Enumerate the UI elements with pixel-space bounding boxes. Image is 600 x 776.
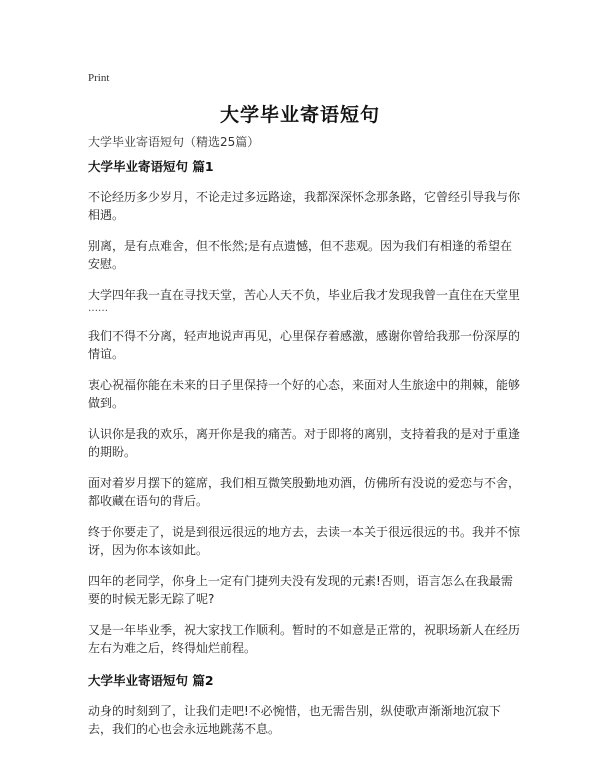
ellipsis: …… — [88, 303, 108, 314]
paragraph: 终于你要走了，说是到很远很远的地方去，去读一本关于很远很远的书。我并不惊讶，因为你本该如此。 — [88, 525, 521, 557]
article-body — [88, 158, 520, 751]
paragraph: 不论经历多少岁月，不论走过多远路途，我都深深怀念那条路，它曾经引导我与你相遇。 — [88, 190, 521, 222]
paragraph: 我们不得不分离，轻声地说声再见，心里保存着感激，感谢你曾给我那一份深厚的情谊。 — [88, 329, 521, 361]
paragraph: 动身的时刻到了，让我们走吧!不必惋惜，也无需告别，纵使歌声渐渐地沉寂下去，我们的心也会永远地跳荡不息。 — [88, 704, 501, 736]
section-heading-1: 大学毕业寄语短句 篇1 — [88, 159, 214, 174]
paragraph: 衷心祝福你能在未来的日子里保持一个好的心态，来面对人生旅途中的荆棘，能够做到。 — [88, 378, 521, 410]
paragraph: 别离，是有点难舍，但不怅然;是有点遗憾，但不悲观。因为我们有相逢的希望在安慰。 — [88, 239, 513, 271]
page-title: 大学毕业寄语短句 — [219, 104, 380, 126]
paragraph: 面对着岁月摆下的筵席，我们相互微笑殷勤地劝酒，仿佛所有没说的爱恋与不舍，都收藏在语句的背后。 — [88, 476, 521, 508]
paragraph — [88, 286, 520, 314]
paragraph: 又是一年毕业季，祝大家找工作顺利。暂时的不如意是正常的，祝职场新人在经历左右为难之后，终得灿烂前程。 — [88, 623, 521, 655]
paragraph-text: 大学四年我一直在寻找天堂，苦心人天不负，毕业后我才发现我曾一直住在天堂里 — [88, 288, 521, 302]
paragraph: 认识你是我的欢乐，离开你是我的痛苦。对于即将的离别，支持着我的是对于重逢的期盼。 — [88, 427, 521, 459]
page-subtitle: 大学毕业寄语短句（精选25篇） — [88, 135, 260, 149]
section-heading-2: 大学毕业寄语短句 篇2 — [88, 673, 214, 688]
print-label[interactable]: Print — [88, 72, 110, 84]
paragraph: 四年的老同学，你身上一定有门捷列夫没有发现的元素!否则，语言怎么在我最需要的时候无影无踪了呢? — [88, 574, 513, 606]
